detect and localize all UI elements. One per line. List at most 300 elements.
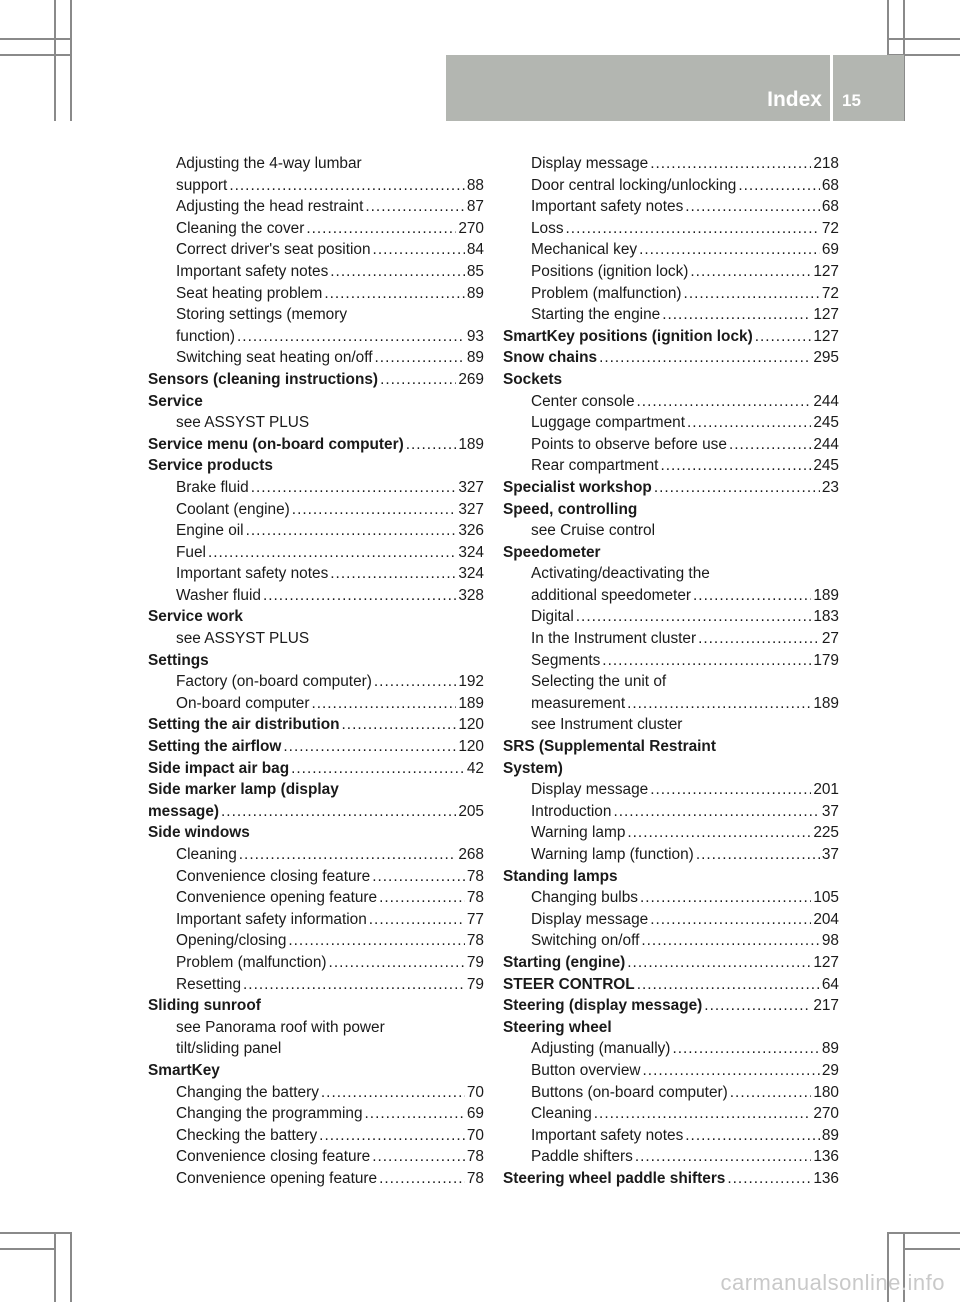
index-heading — [148, 1060, 484, 1082]
page-reference: 189 — [813, 586, 839, 604]
header-divider — [830, 55, 833, 121]
dot-leader — [704, 995, 811, 1017]
page-reference: 88 — [466, 176, 484, 194]
index-subentry — [148, 153, 484, 175]
entry-text: Setting the airflow — [148, 738, 282, 756]
entry-text: Sockets — [503, 370, 563, 388]
index-heading — [503, 542, 839, 564]
page-reference: 180 — [813, 1083, 839, 1101]
dot-leader — [406, 434, 457, 456]
index-subentry — [503, 909, 839, 931]
page-reference: 78 — [466, 867, 484, 885]
index-subentry — [148, 542, 484, 564]
entry-text: Convenience closing feature — [176, 1148, 371, 1166]
crop-mark — [54, 1232, 56, 1302]
index-subentry — [148, 326, 484, 348]
entry-text: Settings — [148, 651, 209, 669]
entry-text: function) — [176, 327, 236, 345]
index-subentry — [148, 671, 484, 693]
index-subentry — [148, 304, 484, 326]
entry-text: Important safety notes — [531, 198, 684, 216]
entry-text: Steering wheel — [503, 1018, 612, 1036]
dot-leader — [319, 1125, 465, 1147]
dot-leader — [684, 283, 820, 305]
entry-text: Important safety information — [176, 910, 367, 928]
index-subentry — [148, 1168, 484, 1190]
crop-mark — [0, 54, 72, 56]
index-subentry — [503, 304, 839, 326]
index-heading — [503, 347, 839, 369]
entry-text: Washer fluid — [176, 586, 261, 604]
dot-leader — [627, 693, 811, 715]
dot-leader — [566, 218, 820, 240]
crop-mark — [887, 1232, 960, 1234]
entry-text: Storing settings (memory — [176, 306, 348, 324]
index-subentry — [503, 1125, 839, 1147]
page-reference: 98 — [821, 932, 839, 950]
dot-leader — [727, 1168, 811, 1190]
index-heading — [503, 866, 839, 888]
entry-text: Adjusting the 4-way lumbar — [176, 155, 362, 172]
entry-text: Points to observe before use — [531, 435, 727, 453]
index-subentry — [148, 1082, 484, 1104]
index-subentry — [503, 822, 839, 844]
crop-mark — [70, 0, 72, 121]
dot-leader — [292, 499, 457, 521]
page-reference: 268 — [458, 846, 484, 863]
index-heading — [503, 1168, 839, 1190]
entry-text: Warning lamp (function) — [531, 846, 694, 863]
dot-leader — [650, 153, 811, 175]
page-reference: 70 — [466, 1126, 484, 1144]
page-reference: 327 — [458, 478, 484, 496]
index-subentry — [148, 585, 484, 607]
index-subentry — [503, 153, 839, 175]
page-reference: 270 — [813, 1105, 839, 1123]
page-reference: 201 — [813, 781, 839, 799]
entry-text: Switching seat heating on/off — [176, 349, 373, 367]
dot-leader — [369, 909, 465, 931]
page-reference: 217 — [813, 997, 839, 1015]
entry-text: Display message — [531, 910, 649, 928]
dot-leader — [311, 693, 456, 715]
page-reference: 244 — [813, 435, 839, 453]
dot-leader — [690, 261, 811, 283]
dot-leader — [365, 1103, 465, 1125]
entry-text: Positions (ignition lock) — [531, 262, 689, 280]
index-subentry — [503, 455, 839, 477]
index-subentry — [148, 974, 484, 996]
index-subentry — [148, 1103, 484, 1125]
page-reference: 78 — [466, 889, 484, 907]
page-reference: 77 — [466, 910, 484, 928]
dot-leader — [696, 844, 820, 866]
entry-text: Engine oil — [176, 522, 244, 540]
entry-text: Service — [148, 392, 203, 410]
index-subentry — [503, 1082, 839, 1104]
entry-text: Seat heating problem — [176, 284, 323, 302]
index-subentry — [503, 671, 839, 693]
index-subentry — [148, 239, 484, 261]
page-reference: 37 — [821, 846, 839, 863]
entry-text: Paddle shifters — [531, 1148, 633, 1166]
index-subentry — [503, 1038, 839, 1060]
page-reference: 79 — [466, 953, 484, 971]
entry-text: System) — [503, 759, 563, 777]
entry-text: On-board computer — [176, 694, 310, 712]
index-subentry — [148, 196, 484, 218]
entry-text: Sensors (cleaning instructions) — [148, 370, 379, 388]
page-reference: 69 — [466, 1105, 484, 1123]
page-reference: 69 — [821, 241, 839, 259]
index-heading — [148, 391, 484, 413]
index-subentry — [148, 887, 484, 909]
page-reference: 324 — [458, 543, 484, 561]
dot-leader — [635, 1146, 812, 1168]
crop-mark — [0, 1248, 56, 1250]
dot-leader — [375, 347, 465, 369]
dot-leader — [685, 196, 820, 218]
index-subentry — [503, 412, 839, 434]
entry-text: Loss — [531, 219, 564, 237]
entry-text: Digital — [531, 608, 574, 626]
entry-text: Resetting — [176, 975, 242, 993]
index-subentry — [148, 909, 484, 931]
entry-text: Selecting the unit of — [531, 673, 667, 691]
entry-text: Service work — [148, 608, 243, 626]
dot-leader — [650, 779, 811, 801]
dot-leader — [239, 844, 457, 866]
entry-text: Important safety notes — [531, 1126, 684, 1144]
dot-leader — [324, 283, 465, 305]
dot-leader — [291, 758, 465, 780]
page-reference: 270 — [458, 219, 484, 237]
crop-mark — [70, 1232, 72, 1302]
dot-leader — [730, 1082, 812, 1104]
entry-text: Steering wheel paddle shifters — [503, 1169, 726, 1187]
index-subentry — [148, 283, 484, 305]
dot-leader — [321, 1082, 465, 1104]
page-reference: 269 — [458, 370, 484, 388]
entry-text: Important safety notes — [176, 565, 329, 583]
dot-leader — [687, 412, 811, 434]
entry-text: SRS (Supplemental Restraint — [503, 738, 716, 756]
page-reference: 105 — [813, 889, 839, 907]
entry-text: Service menu (on-board computer) — [148, 435, 404, 453]
index-subentry — [148, 175, 484, 197]
index-heading — [148, 369, 484, 391]
header-band — [446, 55, 904, 121]
entry-text: Setting the air distribution — [148, 716, 340, 734]
entry-text: Standing lamps — [503, 867, 618, 885]
entry-text: Service products — [148, 457, 273, 475]
page-reference: 78 — [466, 1148, 484, 1166]
index-subentry — [148, 844, 484, 866]
dot-leader — [594, 1103, 812, 1125]
index-subentry — [148, 1038, 484, 1060]
entry-text: see Panorama roof with power — [176, 1018, 385, 1036]
dot-leader — [251, 477, 457, 499]
page-reference: 127 — [813, 262, 839, 280]
index-subentry — [503, 714, 839, 736]
dot-leader — [660, 455, 811, 477]
entry-text: Warning lamp — [531, 824, 626, 842]
dot-leader — [672, 1038, 819, 1060]
entry-text: measurement — [531, 694, 626, 712]
crop-mark — [887, 38, 960, 40]
page-reference: 120 — [458, 716, 484, 734]
page-reference: 189 — [813, 694, 839, 712]
entry-text: Starting the engine — [531, 306, 661, 324]
entry-text: see Instrument cluster — [531, 716, 683, 734]
page-reference: 127 — [813, 306, 839, 324]
index-heading — [148, 801, 484, 823]
page-reference: 89 — [821, 1126, 839, 1144]
entry-text: Changing the programming — [176, 1105, 363, 1123]
entry-text: see Cruise control — [531, 522, 656, 540]
entry-text: Speed, controlling — [503, 500, 638, 518]
dot-leader — [306, 218, 456, 240]
index-subentry — [503, 218, 839, 240]
page-reference: 68 — [821, 198, 839, 216]
entry-text: Factory (on-board computer) — [176, 673, 372, 691]
index-subentry — [503, 434, 839, 456]
dot-leader — [637, 391, 812, 413]
index-subentry — [503, 1060, 839, 1082]
entry-text: SmartKey positions (ignition lock) — [503, 327, 753, 345]
page-reference: 23 — [821, 478, 839, 496]
entry-text: Steering (display message) — [503, 997, 703, 1015]
index-subentry — [148, 952, 484, 974]
entry-text: Segments — [531, 651, 601, 669]
index-subentry — [503, 606, 839, 628]
entry-text: Cleaning — [531, 1105, 592, 1123]
index-subentry — [503, 779, 839, 801]
page-reference: 68 — [821, 176, 839, 194]
index-subentry — [148, 1146, 484, 1168]
index-subentry — [148, 520, 484, 542]
page-reference: 244 — [813, 392, 839, 410]
entry-text: Button overview — [531, 1061, 641, 1079]
page-reference: 189 — [458, 435, 484, 453]
dot-leader — [237, 326, 465, 348]
dot-leader — [643, 1060, 820, 1082]
index-subentry — [148, 1017, 484, 1039]
index-heading — [503, 995, 839, 1017]
entry-text: Convenience closing feature — [176, 867, 371, 885]
dot-leader — [330, 261, 465, 283]
index-subentry — [148, 477, 484, 499]
entry-text: Side marker lamp (display — [148, 781, 339, 799]
index-subentry — [503, 563, 839, 585]
entry-text: Convenience opening feature — [176, 889, 378, 907]
entry-text: Brake fluid — [176, 478, 249, 496]
dot-leader — [243, 974, 465, 996]
entry-text: Correct driver's seat position — [176, 241, 371, 259]
dot-leader — [613, 801, 819, 823]
dot-leader — [380, 369, 456, 391]
index-subentry — [148, 693, 484, 715]
index-subentry — [503, 585, 839, 607]
index-subentry — [148, 563, 484, 585]
index-heading — [503, 369, 839, 391]
dot-leader — [639, 239, 820, 261]
entry-text: Center console — [531, 392, 635, 410]
dot-leader — [641, 930, 820, 952]
dot-leader — [365, 196, 465, 218]
page-reference: 27 — [821, 630, 839, 648]
entry-text: Luggage compartment — [531, 414, 686, 432]
page-reference: 189 — [458, 694, 484, 712]
index-heading — [503, 1017, 839, 1039]
entry-text: support — [176, 176, 228, 194]
entry-text: Changing the battery — [176, 1083, 319, 1101]
entry-text: Starting (engine) — [503, 953, 626, 971]
dot-leader — [755, 326, 812, 348]
entry-text: Cleaning — [176, 846, 237, 863]
index-heading — [503, 758, 839, 780]
index-heading — [503, 477, 839, 499]
index-subentry — [503, 930, 839, 952]
index-heading — [148, 606, 484, 628]
crop-mark — [0, 1232, 72, 1234]
entry-text: Introduction — [531, 802, 612, 820]
index-heading — [148, 650, 484, 672]
dot-leader — [246, 520, 457, 542]
entry-text: Checking the battery — [176, 1126, 318, 1144]
dot-leader — [685, 1125, 820, 1147]
entry-text: tilt/sliding panel — [176, 1040, 282, 1058]
index-subentry — [503, 391, 839, 413]
entry-text: Speedometer — [503, 543, 601, 561]
page-reference: 85 — [466, 262, 484, 280]
index-subentry — [148, 930, 484, 952]
page-reference: 87 — [466, 198, 484, 216]
entry-text: message) — [148, 802, 220, 820]
page-reference: 89 — [821, 1040, 839, 1058]
index-subentry — [503, 239, 839, 261]
page-reference: 64 — [821, 975, 839, 993]
index-subentry — [503, 175, 839, 197]
dot-leader — [379, 1168, 465, 1190]
entry-text: Problem (malfunction) — [176, 953, 327, 971]
entry-text: Side impact air bag — [148, 759, 290, 777]
index-subentry — [148, 866, 484, 888]
index-heading — [503, 736, 839, 758]
entry-text: In the Instrument cluster — [531, 630, 697, 648]
index-subentry — [503, 844, 839, 866]
page-reference: 225 — [813, 824, 839, 842]
index-subentry — [503, 1103, 839, 1125]
page-reference: 120 — [458, 738, 484, 756]
index-heading — [503, 499, 839, 521]
entry-text: Buttons (on-board computer) — [531, 1083, 728, 1101]
dot-leader — [329, 952, 465, 974]
crop-mark — [0, 38, 72, 40]
dot-leader — [263, 585, 456, 607]
dot-leader — [330, 563, 456, 585]
entry-text: Fuel — [176, 543, 206, 561]
page-reference: 89 — [466, 284, 484, 302]
index-heading — [148, 736, 484, 758]
page-reference: 89 — [466, 349, 484, 367]
dot-leader — [729, 434, 811, 456]
dot-leader — [637, 974, 820, 996]
page-reference: 326 — [458, 522, 484, 540]
index-subentry — [503, 801, 839, 823]
page-reference: 295 — [813, 349, 839, 367]
page-reference: 327 — [458, 500, 484, 518]
entry-text: Cleaning the cover — [176, 219, 305, 237]
index-heading — [503, 326, 839, 348]
page-reference: 37 — [821, 802, 839, 820]
dot-leader — [208, 542, 456, 564]
page-reference: 179 — [813, 651, 839, 669]
entry-text: additional speedometer — [531, 586, 692, 604]
entry-text: Convenience opening feature — [176, 1169, 378, 1187]
index-subentry — [503, 887, 839, 909]
entry-text: Snow chains — [503, 349, 598, 367]
dot-leader — [698, 628, 820, 650]
index-subentry — [148, 412, 484, 434]
page-reference: 127 — [813, 953, 839, 971]
page-reference: 79 — [466, 975, 484, 993]
dot-leader — [627, 952, 811, 974]
index-subentry — [148, 261, 484, 283]
page-reference: 245 — [813, 457, 839, 475]
entry-text: Activating/deactivating the — [531, 565, 710, 583]
entry-text: Mechanical key — [531, 241, 638, 259]
page-reference: 328 — [458, 586, 484, 604]
entry-text: Changing bulbs — [531, 889, 638, 907]
page-reference: 42 — [466, 759, 484, 777]
dot-leader — [640, 887, 811, 909]
index-subentry — [503, 261, 839, 283]
index-heading — [148, 714, 484, 736]
entry-text: Important safety notes — [176, 262, 329, 280]
index-heading — [148, 779, 484, 801]
index-subentry — [503, 650, 839, 672]
dot-leader — [372, 1146, 465, 1168]
entry-text: SmartKey — [148, 1061, 220, 1079]
page-reference: 136 — [813, 1148, 839, 1166]
page-reference: 136 — [813, 1169, 839, 1187]
entry-text: see ASSYST PLUS — [176, 630, 310, 648]
section-title: Index — [767, 88, 822, 111]
index-subentry — [148, 1125, 484, 1147]
page-reference: 127 — [813, 327, 839, 345]
crop-mark — [903, 1248, 960, 1250]
page-reference: 72 — [821, 284, 839, 302]
crop-mark — [54, 0, 56, 121]
dot-leader — [650, 909, 811, 931]
entry-text: Display message — [531, 781, 649, 799]
dot-leader — [738, 175, 820, 197]
dot-leader — [374, 671, 456, 693]
page-reference: 245 — [813, 414, 839, 432]
index-heading — [148, 434, 484, 456]
page-reference: 29 — [821, 1061, 839, 1079]
entry-text: Coolant (engine) — [176, 500, 290, 518]
entry-text: STEER CONTROL — [503, 975, 635, 993]
entry-text: Side windows — [148, 824, 250, 842]
index-subentry — [503, 283, 839, 305]
dot-leader — [379, 887, 465, 909]
dot-leader — [372, 866, 465, 888]
entry-text: Adjusting the head restraint — [176, 198, 364, 216]
entry-text: Switching on/off — [531, 932, 640, 950]
index-subentry — [148, 628, 484, 650]
